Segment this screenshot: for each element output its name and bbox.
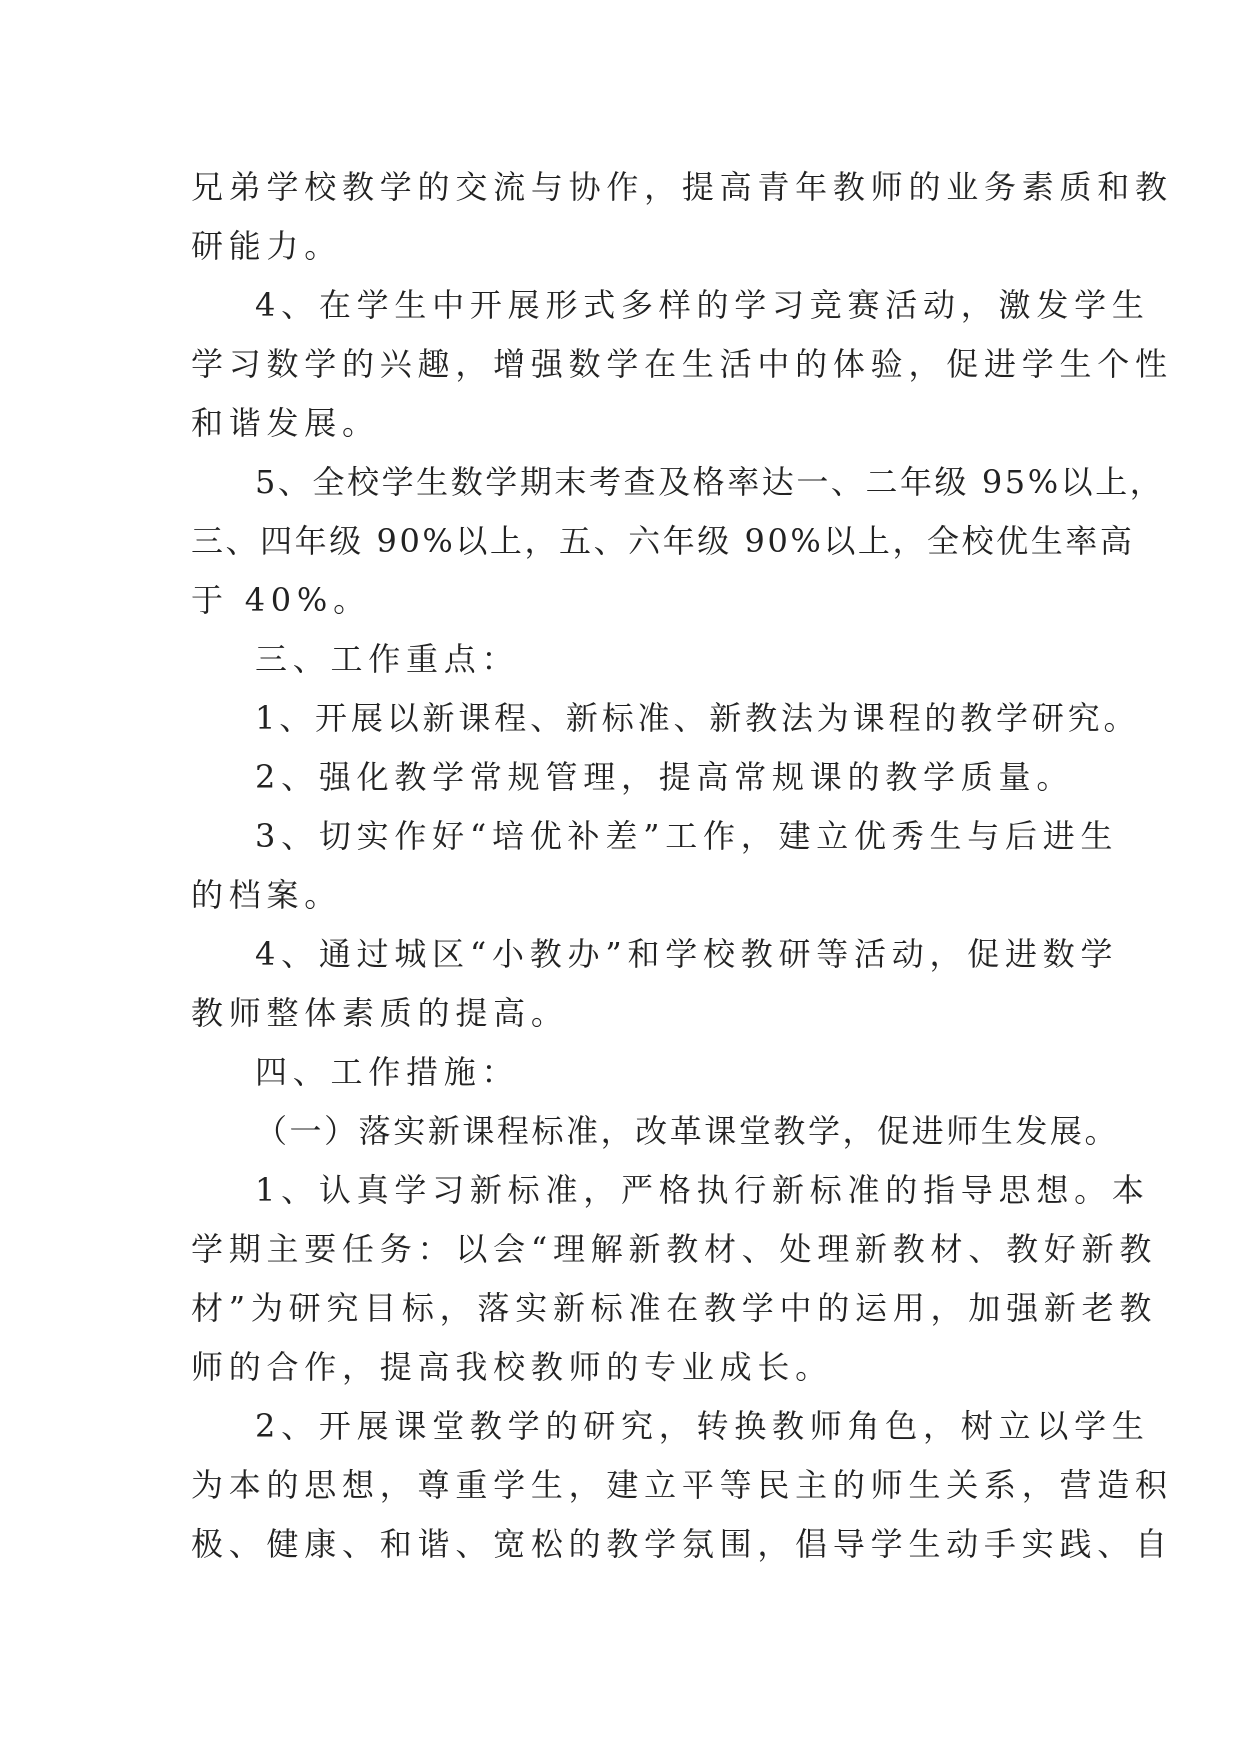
paragraph-line: 2、开展课堂教学的研究，转换教师角色，树立以学生 [255, 1407, 1150, 1445]
paragraph-line: 2、强化教学常规管理，提高常规课的教学质量。 [255, 758, 1075, 796]
paragraph-line: 极、健康、和谐、宽松的教学氛围，倡导学生动手实践、自 [191, 1525, 1173, 1563]
paragraph-line: 和谐发展。 [191, 404, 380, 442]
paragraph-line: 兄弟学校教学的交流与协作，提高青年教师的业务素质和教 [191, 168, 1173, 206]
paragraph-line: 3、切实作好“培优补差”工作，建立优秀生与后进生 [255, 817, 1119, 855]
section-heading: 三、工作重点： [255, 640, 520, 678]
paragraph-line: 于 40%。 [191, 581, 371, 619]
section-heading: 四、工作措施： [255, 1053, 520, 1091]
paragraph-line: 师的合作，提高我校教师的专业成长。 [191, 1348, 833, 1386]
paragraph-line: 教师整体素质的提高。 [191, 994, 569, 1032]
subsection-heading: （一）落实新课程标准，改革课堂教学，促进师生发展。 [255, 1112, 1120, 1150]
paragraph-line: 4、在学生中开展形式多样的学习竞赛活动，激发学生 [255, 286, 1150, 324]
paragraph-line: 研能力。 [191, 227, 343, 265]
paragraph-line: 5、全校学生数学期末考查及格率达一、二年级 95%以上， [255, 463, 1165, 501]
paragraph-line: 学期主要任务：以会“理解新教材、处理新教材、教好新教 [191, 1230, 1158, 1268]
paragraph-line: 1、认真学习新标准，严格执行新标准的指导思想。本 [255, 1171, 1150, 1209]
paragraph-line: 学习数学的兴趣，增强数学在生活中的体验，促进学生个性 [191, 345, 1173, 383]
paragraph-line: 材”为研究目标，落实新标准在教学中的运用，加强新老教 [191, 1289, 1158, 1327]
paragraph-line: 为本的思想，尊重学生，建立平等民主的师生关系，营造积 [191, 1466, 1173, 1504]
paragraph-line: 的档案。 [191, 876, 343, 914]
paragraph-line: 1、开展以新课程、新标准、新教法为课程的教学研究。 [255, 699, 1140, 737]
paragraph-line: 4、通过城区“小教办”和学校教研等活动，促进数学 [255, 935, 1119, 973]
document-body [191, 158, 1173, 1574]
paragraph-line: 三、四年级 90%以上，五、六年级 90%以上，全校优生率高 [191, 522, 1135, 560]
